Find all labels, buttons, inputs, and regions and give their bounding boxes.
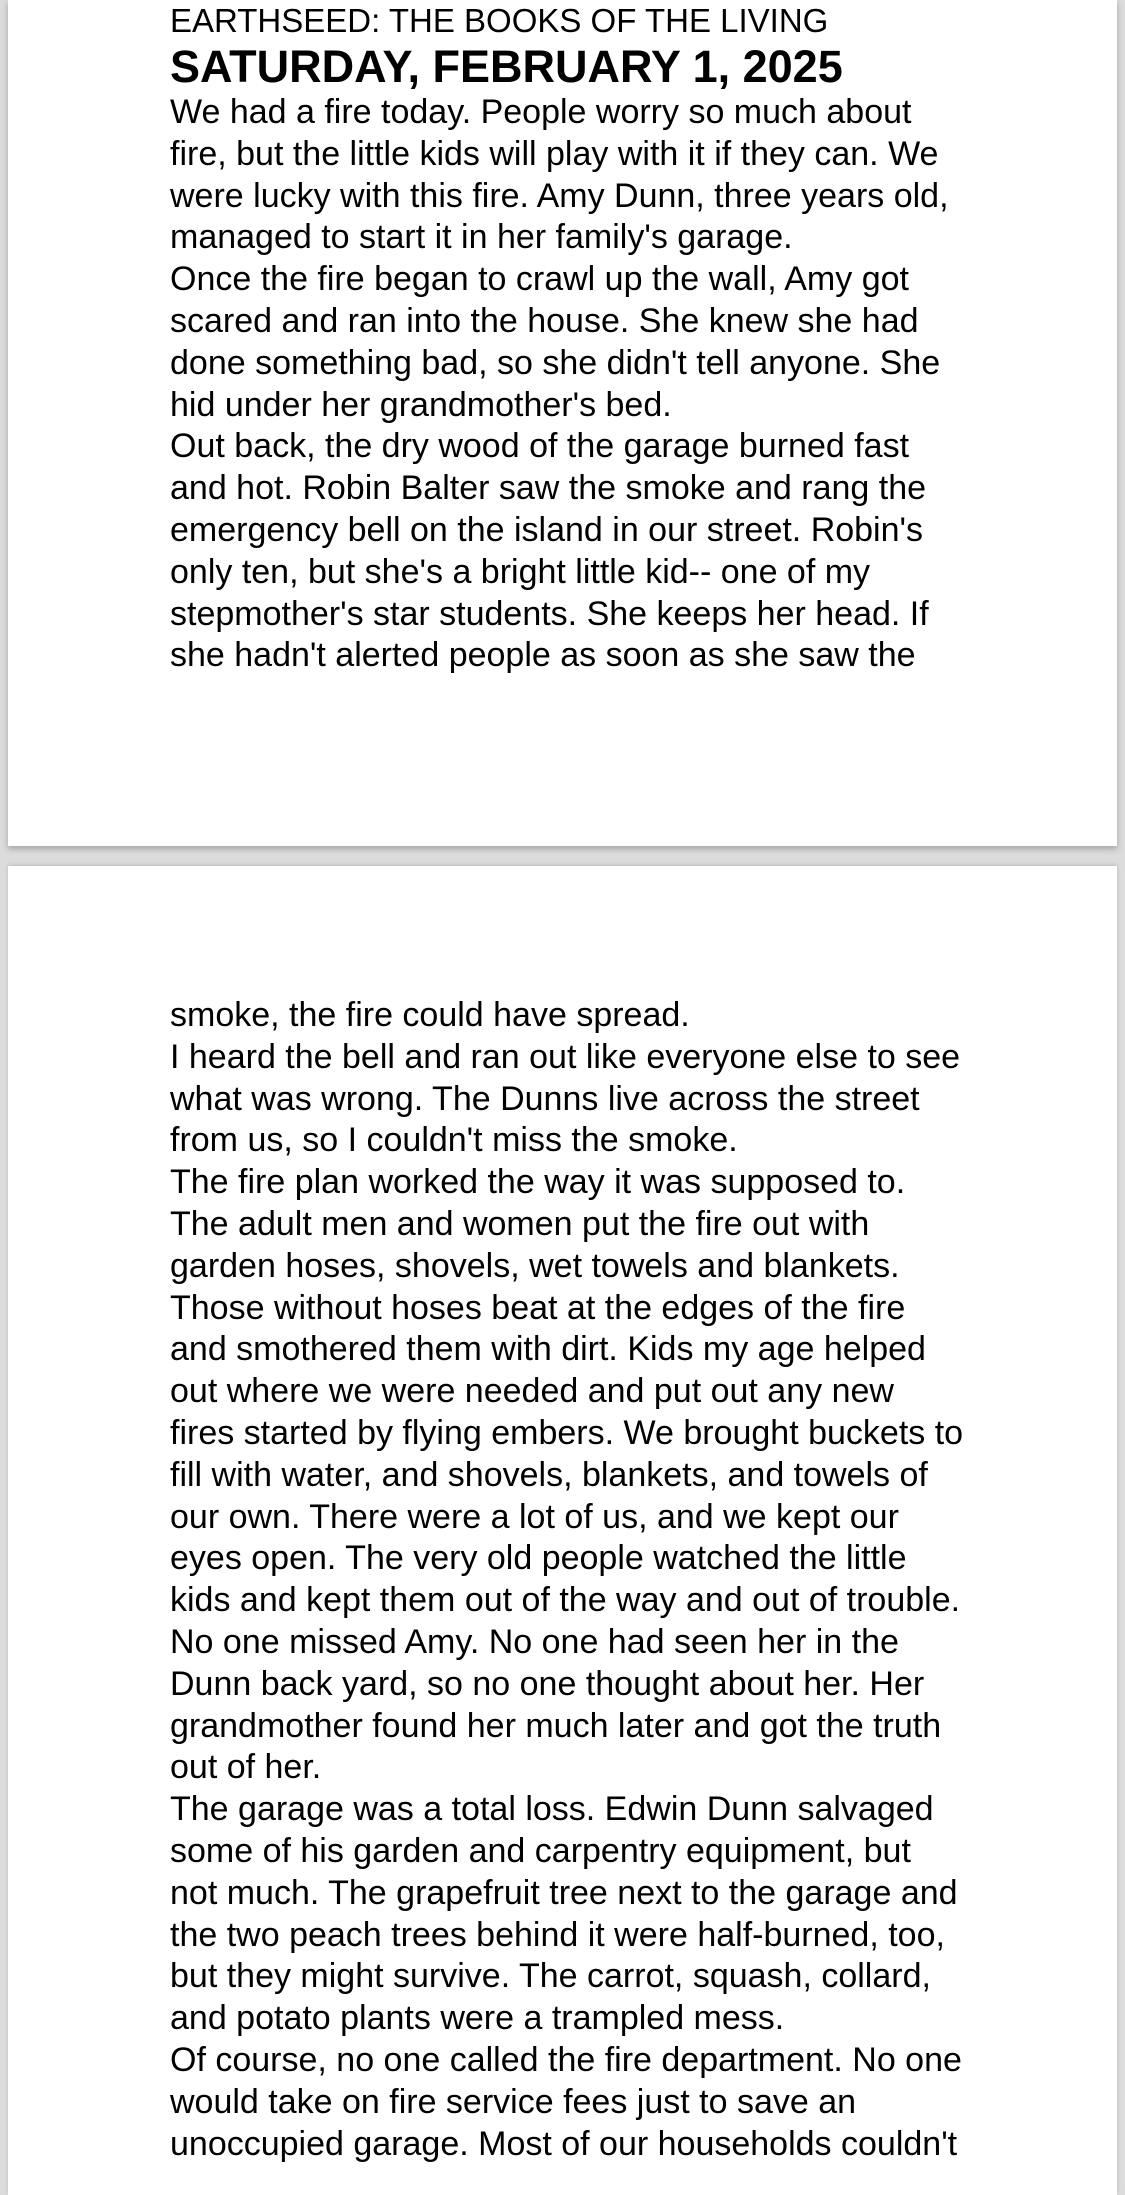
- text-line: We had a fire today. People worry so much about: [170, 93, 912, 131]
- text-line: Dunn back yard, so no one thought about her. Her: [170, 1664, 925, 1703]
- text-line: the two peach trees behind it were half-burned, too,: [170, 1915, 945, 1954]
- text-line: fill with water, and shovels, blankets, and towels of: [170, 1455, 928, 1494]
- document-page-1: [8, 0, 1117, 846]
- text-line: were lucky with this fire. Amy Dunn, three years old,: [170, 176, 949, 215]
- text-line: done something bad, so she didn't tell anyone. She: [170, 343, 941, 382]
- text-line: garden hoses, shovels, wet towels and blankets.: [170, 1246, 900, 1285]
- text-line: unoccupied garage. Most of our households couldn't: [170, 2124, 958, 2163]
- text-line: scared and ran into the house. She knew she had: [170, 301, 919, 340]
- text-line: and smothered them with dirt. Kids my age helped: [170, 1330, 926, 1369]
- document-page-2: [8, 866, 1117, 2195]
- text-line: out of her.: [170, 1748, 322, 1787]
- text-line: Out back, the dry wood of the garage burned fast: [170, 427, 910, 466]
- text-line: emergency bell on the island in our street. Robin's: [170, 510, 924, 549]
- text-line: Those without hoses beat at the edges of the fire: [170, 1288, 906, 1327]
- text-line: from us, so I couldn't miss the smoke.: [170, 1121, 738, 1160]
- book-header: EARTHSEED: THE BOOKS OF THE LIVING: [170, 2, 829, 39]
- text-line: grandmother found her much later and got the truth: [170, 1706, 942, 1745]
- text-line: stepmother's star students. She keeps her head. If: [170, 594, 929, 633]
- text-line: not much. The grapefruit tree next to the garage and: [170, 1873, 958, 1912]
- page-2-body: [170, 995, 1070, 2165]
- text-line: what was wrong. The Dunns live across the street: [170, 1079, 920, 1118]
- text-line: our own. There were a lot of us, and we kept our: [170, 1497, 899, 1536]
- text-line: kids and kept them out of the way and out of trouble.: [170, 1581, 961, 1620]
- text-line: fire, but the little kids will play with it if they can. We: [170, 134, 939, 173]
- text-line: The fire plan worked the way it was supposed to.: [170, 1163, 906, 1202]
- text-line: I heard the bell and ran out like everyone else to see: [170, 1037, 961, 1076]
- text-line: hid under her grandmother's bed.: [170, 385, 672, 424]
- text-line: but they might survive. The carrot, squash, collard,: [170, 1957, 931, 1996]
- text-line: managed to start it in her family's garage.: [170, 218, 793, 257]
- text-line: would take on fire service fees just to save an: [170, 2082, 857, 2121]
- text-line: The garage was a total loss. Edwin Dunn salvaged: [170, 1790, 934, 1829]
- text-line: No one missed Amy. No one had seen her in the: [170, 1622, 899, 1661]
- text-line: The adult men and women put the fire out with: [170, 1204, 870, 1243]
- page-1-text: [170, 0, 1070, 677]
- text-line: and hot. Robin Balter saw the smoke and rang the: [170, 469, 927, 508]
- entry-date-heading: SATURDAY, FEBRUARY 1, 2025: [170, 41, 843, 92]
- text-line: fires started by flying embers. We brought buckets to: [170, 1413, 964, 1452]
- page-1-body: [170, 92, 1070, 677]
- text-line: only ten, but she's a bright little kid-- one of my: [170, 552, 871, 591]
- text-line: eyes open. The very old people watched the little: [170, 1539, 907, 1578]
- text-line: she hadn't alerted people as soon as she saw the: [170, 636, 916, 675]
- text-line: smoke, the fire could have spread.: [170, 996, 690, 1034]
- text-line: and potato plants were a trampled mess.: [170, 1999, 785, 2038]
- text-line: some of his garden and carpentry equipment, but: [170, 1831, 911, 1870]
- text-line: out where we were needed and put out any new: [170, 1372, 894, 1411]
- text-line: Of course, no one called the fire department. No one: [170, 2040, 962, 2079]
- text-line: Once the fire began to crawl up the wall, Amy got: [170, 260, 909, 299]
